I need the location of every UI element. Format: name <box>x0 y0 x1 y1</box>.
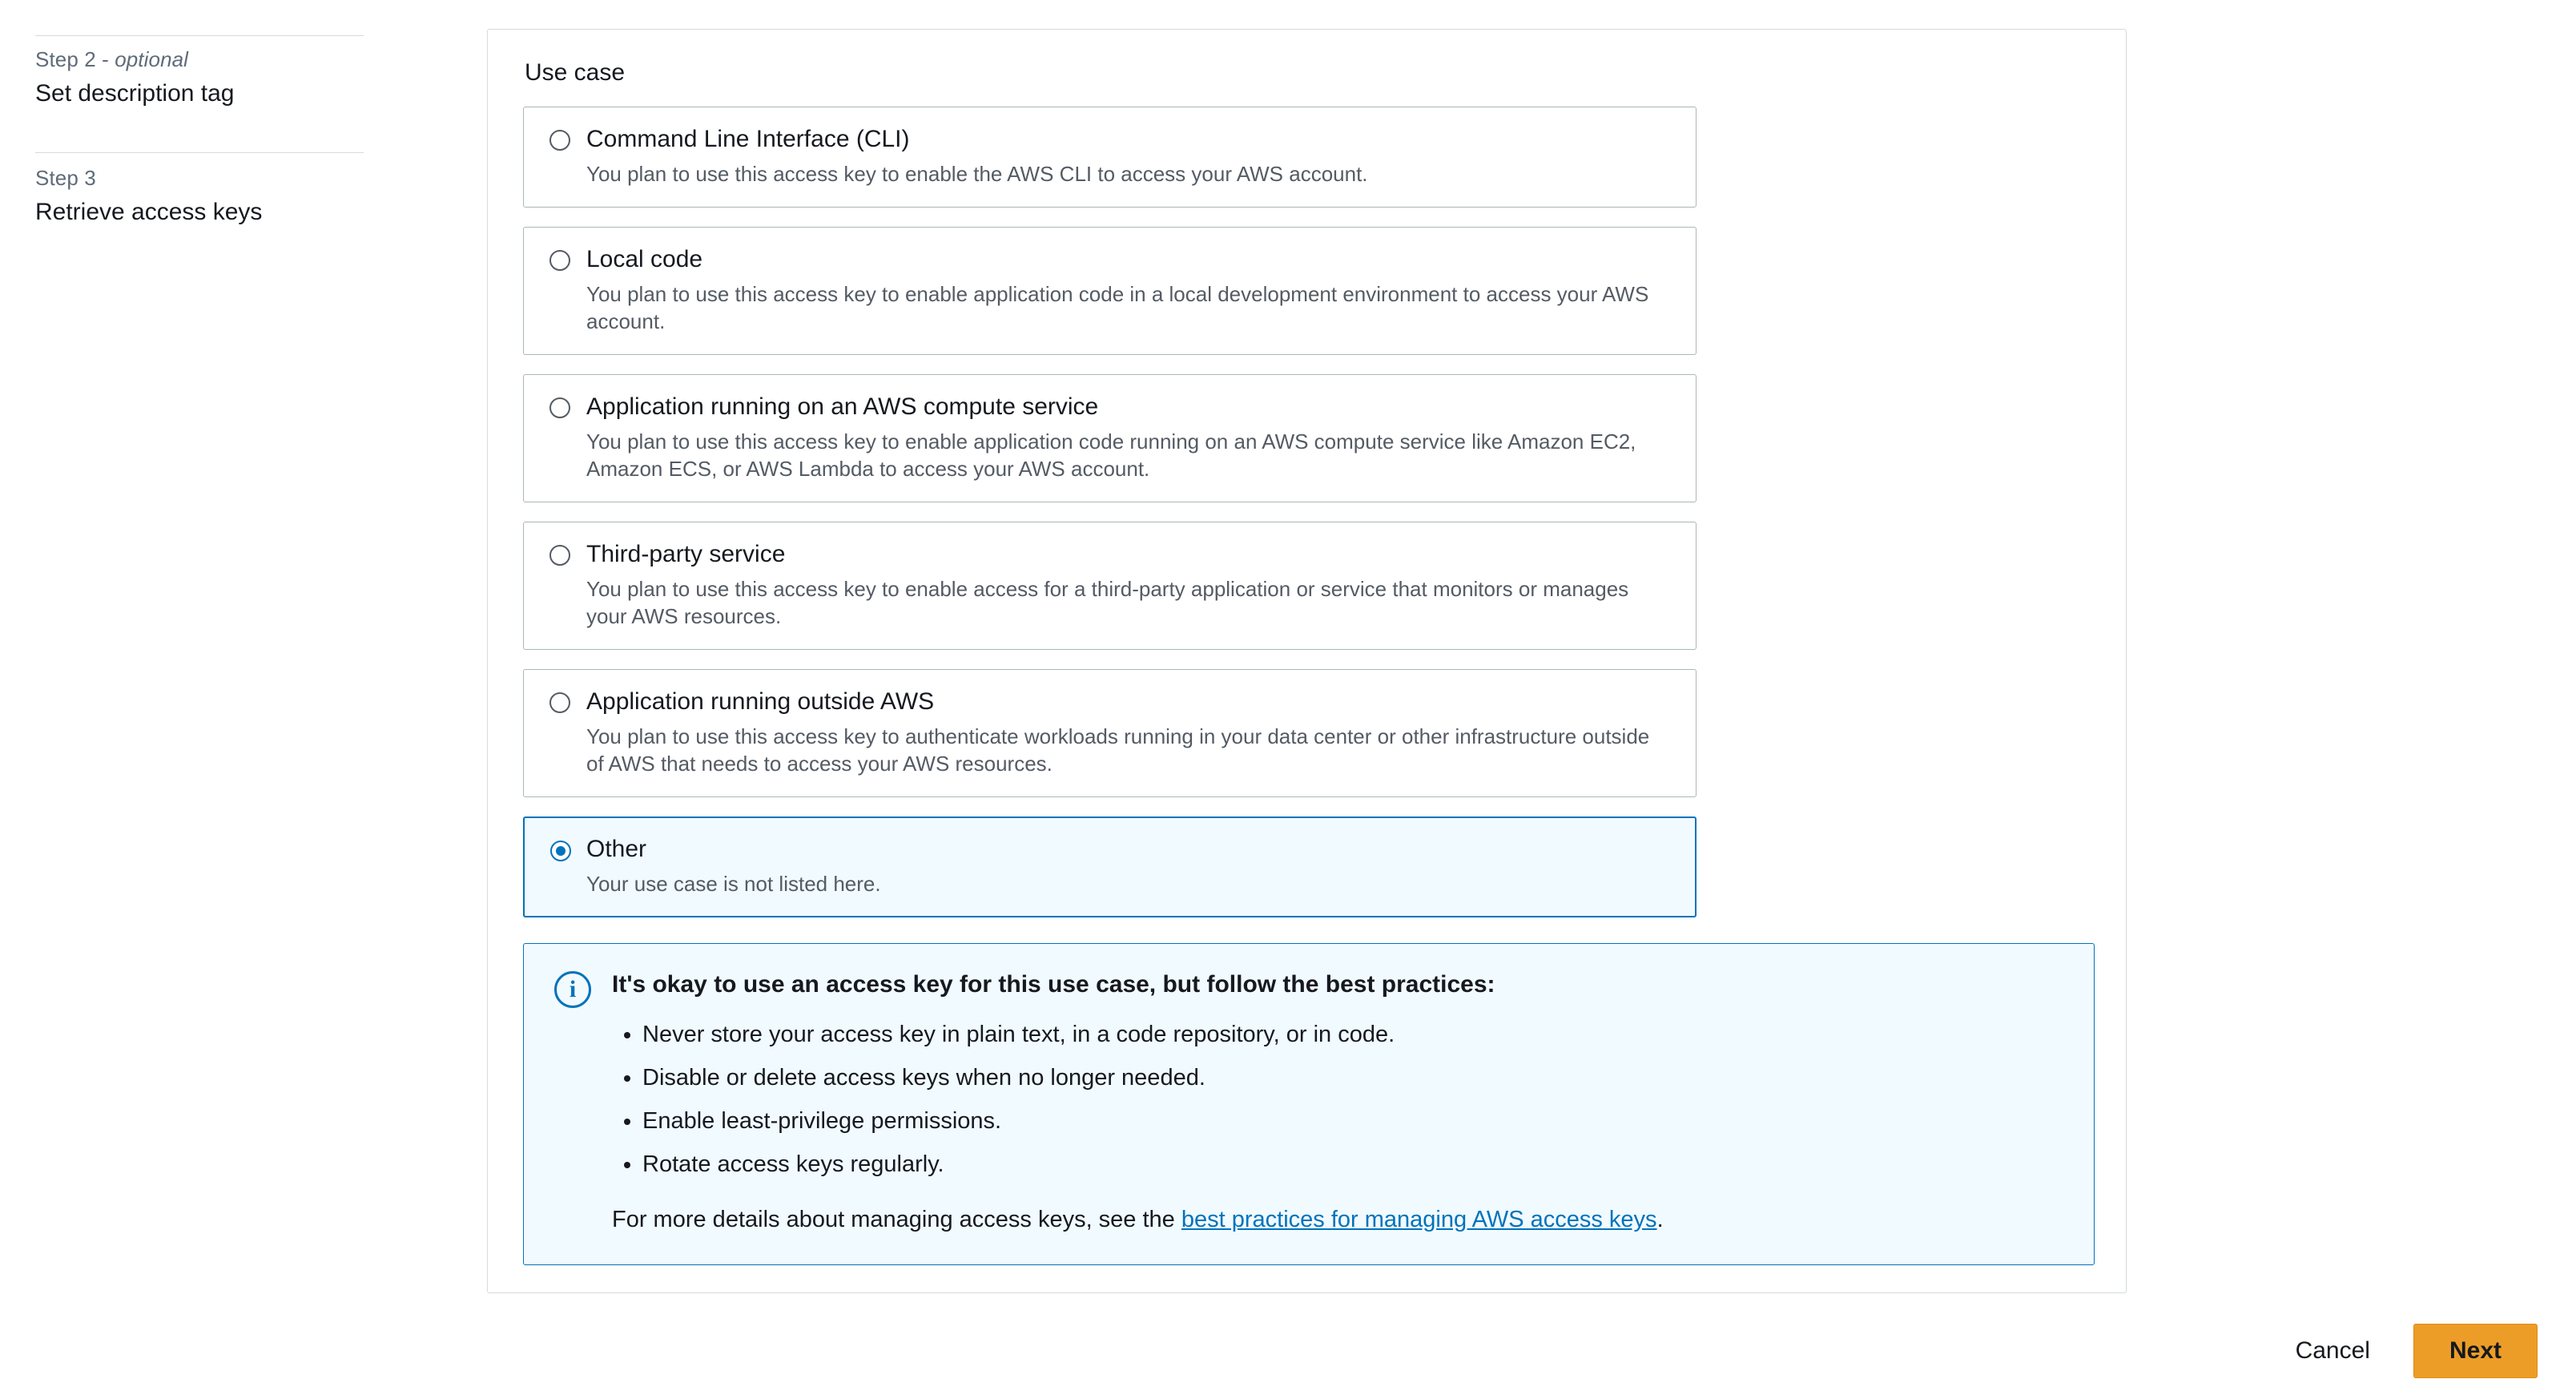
radio-icon-cli[interactable] <box>549 130 570 151</box>
option-description: You plan to use this access key to authenticate workloads running in your data center or other infrastructure outside of AWS that needs to access your AWS resources. <box>586 724 1650 776</box>
radio-icon-third-party[interactable] <box>549 545 570 566</box>
step-2-title: Set description tag <box>35 80 235 107</box>
step-3-eyebrow-prefix: Step 3 <box>35 166 96 190</box>
option-description: You plan to use this access key to enable application code in a local development environment to access your AWS account. <box>586 282 1649 333</box>
step-2-eyebrow-optional: optional <box>115 47 189 71</box>
option-title: Third-party service <box>586 541 786 567</box>
step-2-eyebrow-prefix: Step 2 - <box>35 47 115 71</box>
alert-body <box>612 970 2063 1236</box>
wizard-steps-rail <box>0 0 376 1383</box>
rail-divider-top <box>35 35 364 36</box>
alert-footer-suffix: . <box>1656 1207 1664 1232</box>
rail-divider-middle <box>35 152 364 153</box>
use-case-option-cli[interactable] <box>523 107 1697 208</box>
alert-bullet-list <box>612 1013 2063 1186</box>
use-case-option-other[interactable] <box>523 816 1697 917</box>
cancel-button[interactable]: Cancel <box>2278 1325 2388 1377</box>
step-3-eyebrow <box>35 165 364 191</box>
option-title: Application running outside AWS <box>586 688 935 715</box>
step-3-title: Retrieve access keys <box>35 199 263 225</box>
option-description: You plan to use this access key to enable application code running on an AWS compute service like Amazon EC2, Amazon ECS, or AWS Lambda to access your AWS account. <box>586 429 1636 481</box>
use-case-option-third-party[interactable] <box>523 522 1697 650</box>
option-title: Other <box>586 836 647 862</box>
option-title: Local code <box>586 246 703 272</box>
use-case-card <box>487 29 2127 1293</box>
radio-icon-other[interactable] <box>550 841 571 861</box>
use-case-option-local-code[interactable] <box>523 227 1697 355</box>
list-item: • Never store your access key in plain text, in a code repository, or in code. <box>642 1013 2063 1056</box>
use-case-option-aws-compute[interactable] <box>523 374 1697 502</box>
option-title: Application running on an AWS compute service <box>586 393 1099 420</box>
option-title: Command Line Interface (CLI) <box>586 126 910 152</box>
list-item: • Enable least-privilege permissions. <box>642 1099 2063 1143</box>
list-item: • Disable or delete access keys when no longer needed. <box>642 1056 2063 1099</box>
option-description: You plan to use this access key to enable access for a third-party application or service that monitors or manages your AWS resources. <box>586 577 1629 628</box>
next-button[interactable]: Next <box>2413 1324 2538 1378</box>
best-practices-link[interactable]: best practices for managing AWS access keys <box>1181 1207 1657 1232</box>
footer-actions <box>2278 1324 2538 1378</box>
alert-footer <box>612 1204 2063 1236</box>
info-icon: i <box>554 971 591 1008</box>
section-label-use-case: Use case <box>525 59 626 86</box>
option-description: You plan to use this access key to enable the AWS CLI to access your AWS account. <box>586 162 1368 186</box>
list-item: • Rotate access keys regularly. <box>642 1143 2063 1186</box>
alert-footer-prefix: For more details about managing access keys, see the <box>612 1207 1181 1232</box>
radio-icon-local-code[interactable] <box>549 250 570 271</box>
option-description: Your use case is not listed here. <box>586 872 881 896</box>
radio-icon-aws-compute[interactable] <box>549 397 570 418</box>
wizard-step-2[interactable] <box>35 46 364 109</box>
use-case-option-outside-aws[interactable] <box>523 669 1697 797</box>
step-2-eyebrow <box>35 46 364 72</box>
alert-heading: It's okay to use an access key for this use case, but follow the best practices: <box>612 971 1495 998</box>
wizard-step-3[interactable] <box>35 165 364 228</box>
radio-icon-outside-aws[interactable] <box>549 692 570 713</box>
best-practices-alert <box>523 943 2095 1265</box>
